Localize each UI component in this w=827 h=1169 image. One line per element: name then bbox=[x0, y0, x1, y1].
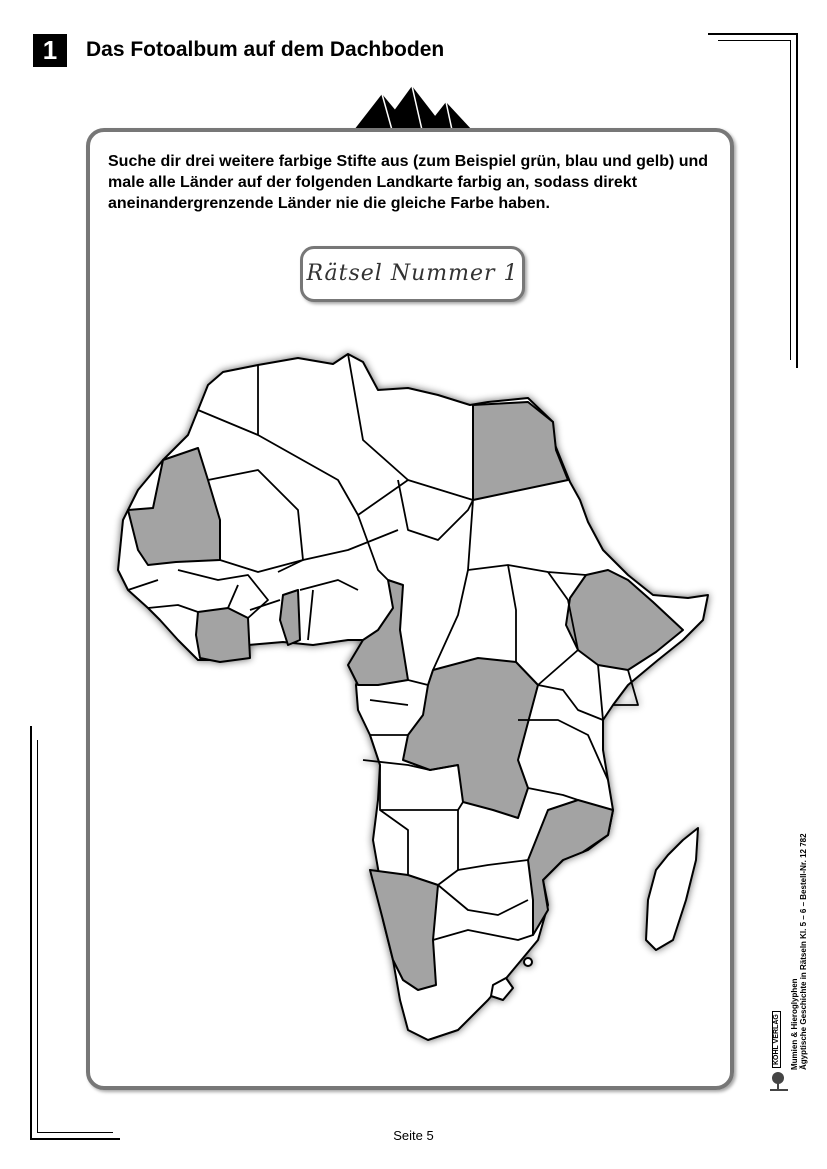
corner-line-top-h1 bbox=[708, 33, 796, 35]
page-number: Seite 5 bbox=[393, 1128, 434, 1143]
riddle-label: Rätsel Nummer 1 bbox=[306, 261, 519, 286]
corner-line-top-v2 bbox=[790, 40, 791, 360]
island-small bbox=[524, 958, 532, 966]
task-number-badge: 1 bbox=[33, 34, 67, 67]
riddle-label-box bbox=[300, 246, 525, 302]
instruction-text: Suche dir drei weitere farbige Stifte aus (zum Beispiel grün, blau und gelb) und male alle Länder auf der folgenden Landkarte farbig an, sodass direkt aneinandergrenzende Länder nie die gleiche Farbe haben. bbox=[108, 153, 709, 212]
side-line-1: Mumien & Hieroglyphen bbox=[790, 978, 799, 1070]
publisher-logo-icon bbox=[768, 1070, 792, 1092]
island-madagascar bbox=[646, 828, 698, 950]
corner-line-top-h2 bbox=[718, 40, 790, 41]
corner-line-bottom-v1 bbox=[30, 726, 32, 1140]
africa-map bbox=[108, 340, 718, 1050]
side-publication-info bbox=[790, 833, 808, 1070]
corner-line-top-v1 bbox=[796, 33, 798, 368]
publisher-name: KOHL VERLAG bbox=[772, 1011, 781, 1068]
country-ivory-coast bbox=[196, 608, 250, 662]
country-namibia bbox=[370, 870, 438, 990]
side-line-2: Ägyptische Geschichte in Rätseln Kl. 5 – 6 – Bestell-Nr. 12 782 bbox=[799, 833, 808, 1070]
page-title: Das Fotoalbum auf dem Dachboden bbox=[86, 38, 445, 61]
corner-line-bottom-v2 bbox=[37, 740, 38, 1133]
pyramids-icon bbox=[350, 84, 475, 132]
